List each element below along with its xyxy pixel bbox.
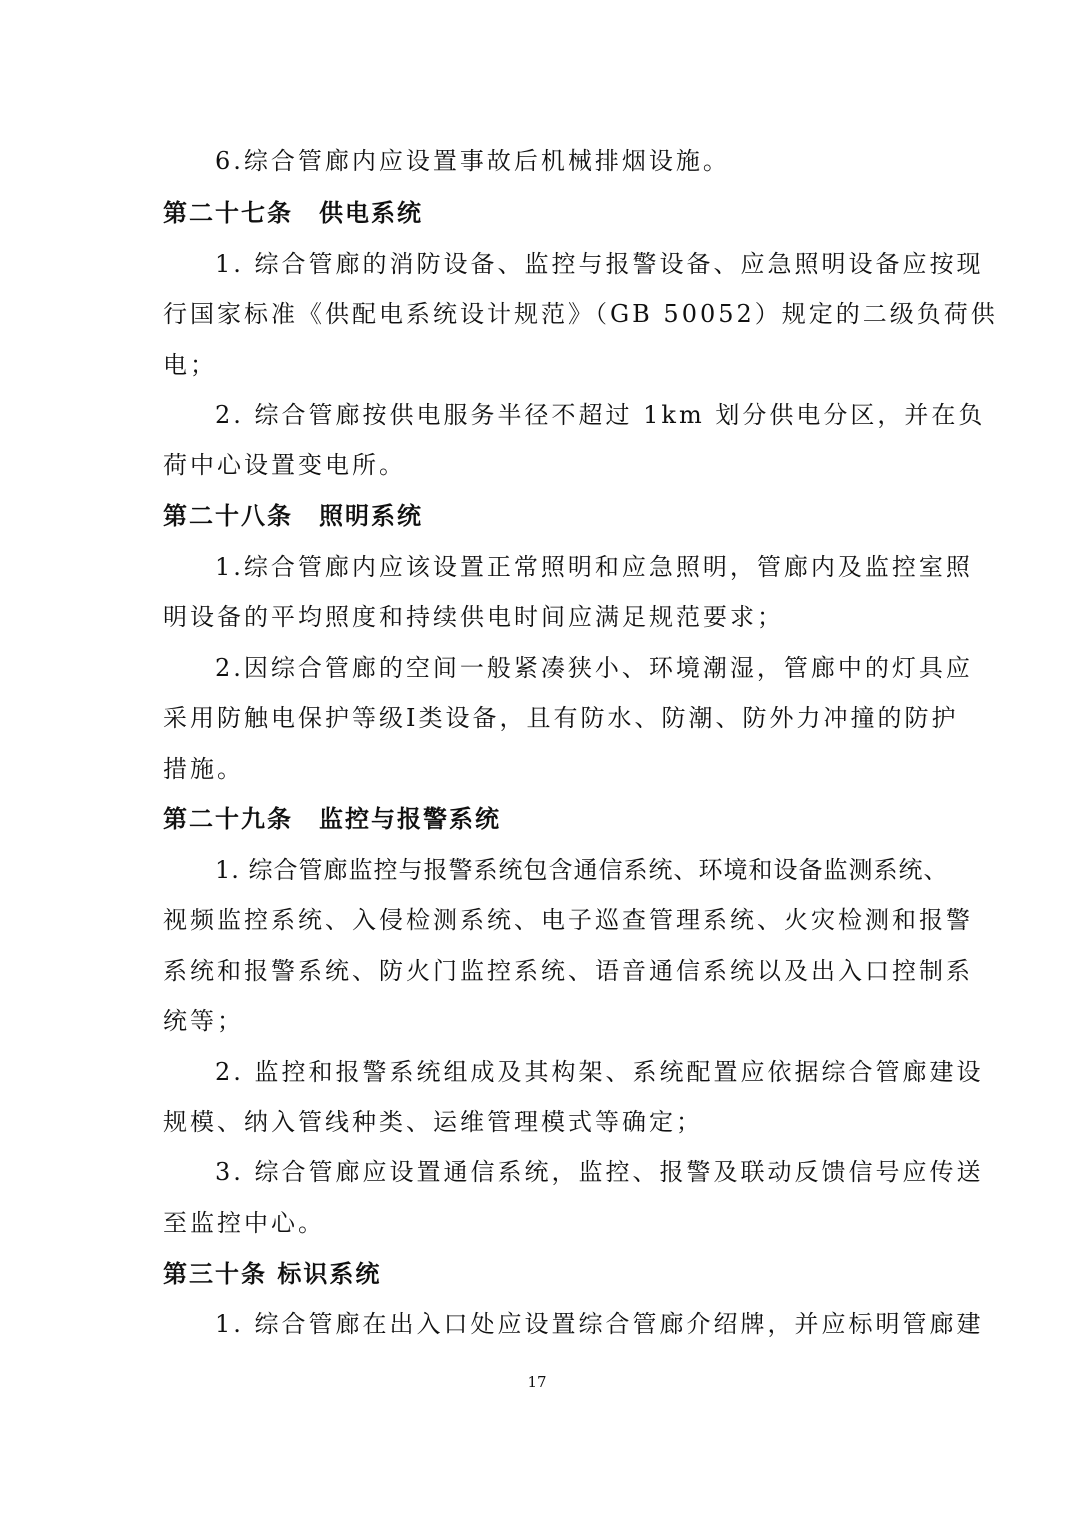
section-heading-30: 第三十条 标识系统 — [163, 1259, 382, 1288]
paragraph-line: 规模、纳入管线种类、运维管理模式等确定； — [163, 1108, 703, 1136]
paragraph-line: 行国家标准《供配电系统设计规范》（GB 50052）规定的二级负荷供 — [163, 300, 998, 328]
section-heading-29: 第二十九条 监控与报警系统 — [163, 804, 501, 833]
paragraph-line: 6.综合管廊内应设置事故后机械排烟设施。 — [215, 147, 730, 175]
paragraph-line: 2. 监控和报警系统组成及其构架、系统配置应依据综合管廊建设 — [215, 1058, 984, 1086]
paragraph-line: 统等； — [163, 1007, 244, 1035]
paragraph-line: 视频监控系统、入侵检测系统、电子巡查管理系统、火灾检测和报警 — [163, 906, 973, 934]
paragraph-line: 1. 综合管廊监控与报警系统包含通信系统、环境和设备监测系统、 — [215, 856, 949, 884]
paragraph-line: 3. 综合管廊应设置通信系统，监控、报警及联动反馈信号应传送 — [215, 1158, 984, 1186]
paragraph-line: 1. 综合管廊的消防设备、监控与报警设备、应急照明设备应按现 — [215, 250, 984, 278]
section-heading-27: 第二十七条 供电系统 — [163, 198, 423, 227]
paragraph-line: 采用防触电保护等级Ⅰ类设备，且有防水、防潮、防外力冲撞的防护 — [163, 704, 959, 732]
page-number: 17 — [527, 1373, 547, 1391]
paragraph-line: 1.综合管廊内应该设置正常照明和应急照明，管廊内及监控室照 — [215, 553, 973, 581]
paragraph-line: 电； — [163, 351, 217, 379]
paragraph-line: 措施。 — [163, 755, 244, 783]
paragraph-line: 2.因综合管廊的空间一般紧凑狭小、环境潮湿，管廊中的灯具应 — [215, 654, 973, 682]
section-heading-28: 第二十八条 照明系统 — [163, 501, 423, 530]
paragraph-line: 1. 综合管廊在出入口处应设置综合管廊介绍牌，并应标明管廊建 — [215, 1310, 984, 1338]
paragraph-line: 荷中心设置变电所。 — [163, 451, 406, 479]
paragraph-line: 至监控中心。 — [163, 1209, 325, 1237]
paragraph-line: 系统和报警系统、防火门监控系统、语音通信系统以及出入口控制系 — [163, 957, 973, 985]
paragraph-line: 明设备的平均照度和持续供电时间应满足规范要求； — [163, 603, 784, 631]
paragraph-line: 2. 综合管廊按供电服务半径不超过 1km 划分供电分区，并在负 — [215, 401, 986, 429]
